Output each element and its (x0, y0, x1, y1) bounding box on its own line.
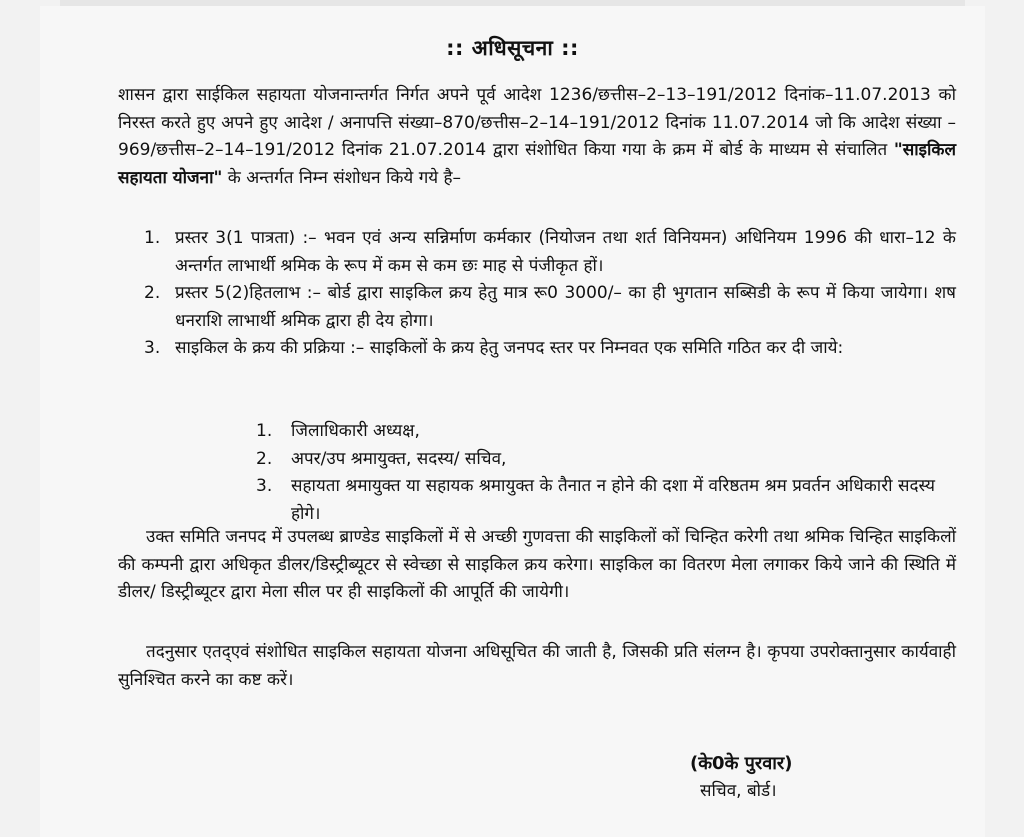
committee-member-item (256, 446, 956, 474)
amendment-item (144, 335, 956, 363)
notification-document (40, 6, 985, 837)
committee-paragraph: उक्त समिति जनपद में उपलब्ध ब्राण्डेड साइकिलों में से अच्छी गुणवत्ता की साइकिलों कों चिन्हित करेगी तथा श्रमिक चिन्हित साइकिलों की कम्पनी द्वारा अधिकृत डीलर/डिस्ट्रीब्यूटर से स्वेच्छा से साइकिल क्रय करेगा। साइकिल का वितरण मेला लगाकर किये जाने की स्थिति में डीलर/ डिस्ट्रीब्यूटर द्वारा मेला सील पर ही साइकिलों की आपूर्ति की जायेगी। (118, 527, 956, 602)
intro-paragraph (118, 82, 956, 192)
signatory-name: (के0के पुरवार) (690, 753, 793, 774)
committee-member-item (256, 473, 956, 528)
amendments-list (144, 225, 956, 363)
committee-member-text: जिलाधिकारी अध्यक्ष, (291, 421, 420, 441)
amendment-text: प्रस्तर 5(2)हितलाभ :– बोर्ड द्वारा साइकिल क्रय हेतु मात्र रू0 3000/– का ही भुगतान सब्सिडी के रूप में किया जायेगा। शष धनराशि लाभार्थी श्रमिक द्वारा ही देय होगा। (175, 283, 956, 331)
committee-member-number: 3. (256, 476, 273, 496)
amendment-item (144, 225, 956, 280)
signatory-designation: सचिव, बोर्ड। (700, 781, 777, 801)
amendment-number: 2. (144, 283, 161, 303)
committee-member-number: 1. (256, 421, 273, 441)
amendment-number: 3. (144, 338, 161, 358)
committee-member-number: 2. (256, 448, 273, 469)
amendment-number: 1. (144, 228, 161, 248)
intro-text-part2: के अन्तर्गत निम्न संशोधन किये गये है– (227, 167, 462, 188)
committee-member-text: सहायता श्रमायुक्त या सहायक श्रमायुक्त के तैनात न होने की दशा में वरिष्ठतम श्रम प्रवर्तन अधिकारी सदस्य होगे। (291, 476, 935, 524)
committee-member-text: अपर/उप श्रमायुक्त, सदस्य/ सचिव, (291, 448, 507, 469)
committee-members-list (256, 418, 956, 528)
amendment-text: प्रस्तर 3(1 पात्रता) :– भवन एवं अन्य सन्निर्माण कर्मकार (नियोजन तथा शर्त विनियमन) अधिनियम 1996 की धारा–12 के अन्तर्गत लाभार्थी श्रमिक के रूप में कम से कम छः माह से पंजीकृत हों। (175, 228, 956, 276)
amendment-item (144, 280, 956, 335)
amendment-text: साइकिल के क्रय की प्रक्रिया :– साइकिलों के क्रय हेतु जनपद स्तर पर निम्नवत एक समिति गठित कर दी जाये: (175, 338, 844, 358)
closing-paragraph: तदनुसार एतद्एवं संशोधित साइकिल सहायता योजना अधिसूचित की जाती है, जिसकी प्रति संलग्न है। कृपया उपरोक्तानुसार कार्यवाही सुनिश्चित करने का कष्ट करें। (118, 642, 956, 690)
document-title: :: अधिसूचना :: (446, 36, 579, 60)
intro-text-part1: शासन द्वारा साईकिल सहायता योजनान्तर्गत निर्गत अपने पूर्व आदेश 1236/छत्तीस–2–13–191/2012 दिनांक–11.07.2013 को निरस्त करते हुए अपने हुए आदेश / अनापत्ति संख्या–870/छत्तीस–2–14–191/2012 दिनांक 11.07.2014 जो कि आदेश संख्या –969/छत्तीस–2–14–191/2012 दिनांक 21.07.2014 द्वारा संशोधित किया गया के क्रम में बोर्ड के माध्यम से संचालित (118, 85, 956, 160)
scheme-name: "साइकिल सहायता योजना" (118, 140, 956, 188)
committee-member-item (256, 418, 956, 446)
